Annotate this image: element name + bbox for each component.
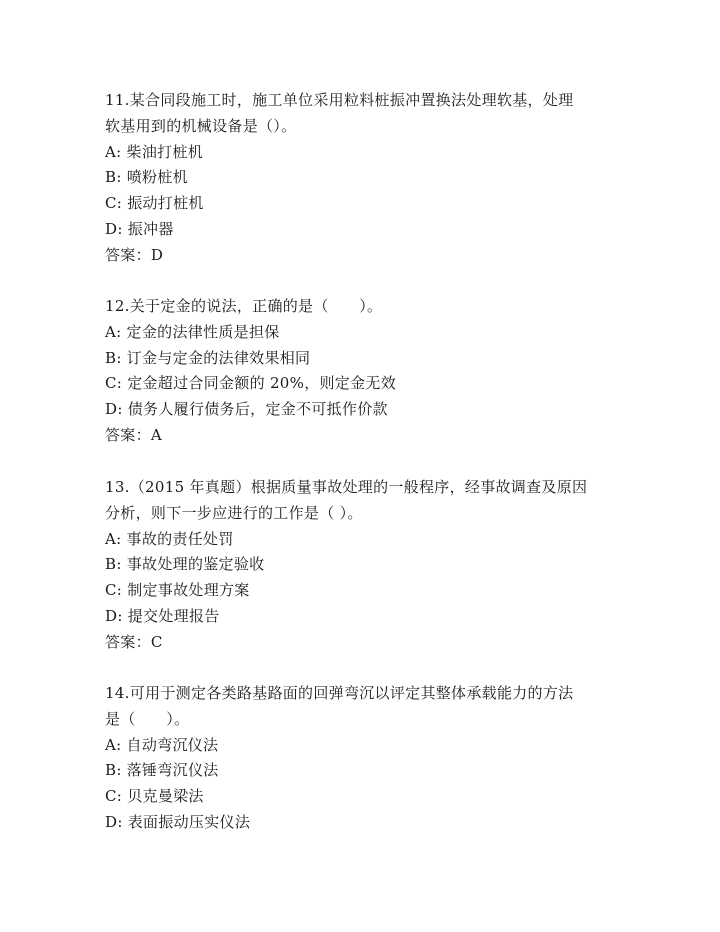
option-d: D: 提交处理报告 — [105, 606, 220, 625]
option-c: C: 贝克曼梁法 — [105, 787, 204, 806]
question-stem-line: 13.（2015 年真题）根据质量事故处理的一般程序，经事故调查及原因 — [105, 478, 588, 496]
answer: 答案：C — [105, 632, 163, 651]
option-a: A: 定金的法律性质是担保 — [105, 322, 280, 341]
option-b: B: 事故处理的鉴定验收 — [105, 555, 265, 574]
question-14 — [105, 681, 625, 836]
option-b: B: 喷粉桩机 — [105, 168, 188, 187]
option-b: B: 落锤弯沉仪法 — [105, 761, 219, 780]
answer: 答案：D — [105, 245, 164, 264]
question-stem-line: 软基用到的机械设备是（）。 — [105, 116, 297, 135]
option-d: D: 表面振动压实仪法 — [105, 812, 251, 831]
option-c: C: 定金超过合同金额的 20%，则定金无效 — [105, 374, 397, 393]
question-stem-line: 分析，则下一步应进行的工作是（ ）。 — [105, 503, 363, 522]
answer: 答案：A — [105, 425, 163, 444]
option-d: D: 债务人履行债务后，定金不可抵作价款 — [105, 400, 388, 419]
option-d: D: 振冲器 — [105, 219, 174, 238]
option-a: A: 事故的责任处罚 — [105, 529, 234, 548]
question-13 — [105, 475, 625, 656]
option-a: A: 自动弯沉仪法 — [105, 735, 219, 754]
question-stem-line: 11.某合同段施工时，施工单位采用粒料桩振冲置换法处理软基，处理 — [105, 91, 574, 109]
option-c: C: 制定事故处理方案 — [105, 581, 250, 600]
question-stem-line: 12.关于定金的说法，正确的是（ ）。 — [105, 297, 383, 315]
question-stem-line: 是（ ）。 — [105, 709, 190, 728]
question-12 — [105, 294, 625, 449]
question-stem-line: 14.可用于测定各类路基路面的回弹弯沉以评定其整体承载能力的方法 — [105, 684, 574, 702]
option-b: B: 订金与定金的法律效果相同 — [105, 348, 311, 367]
question-11 — [105, 88, 625, 269]
option-a: A: 柴油打桩机 — [105, 142, 204, 161]
option-c: C: 振动打桩机 — [105, 194, 204, 213]
